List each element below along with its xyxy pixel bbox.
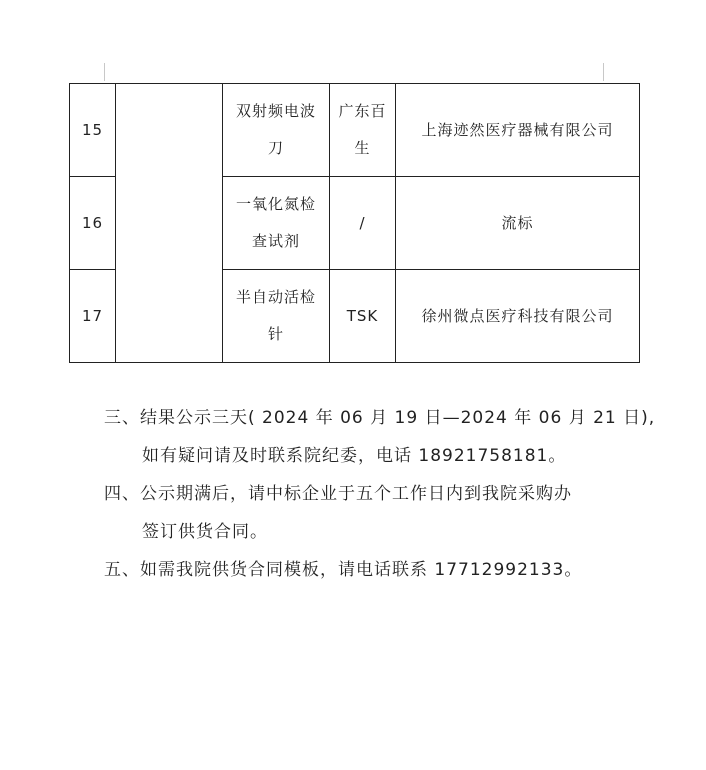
award-table bbox=[69, 83, 640, 363]
product-name-line: 一氧化氮检 bbox=[235, 195, 316, 213]
supplier-cell: 徐州微点医疗科技有限公司 bbox=[396, 270, 640, 363]
brand-line: 广东百 bbox=[338, 102, 387, 120]
product-name-cell bbox=[223, 270, 330, 363]
brand-line: 生 bbox=[354, 139, 371, 157]
product-name-line: 半自动活检 bbox=[235, 288, 316, 306]
page-corner-mark-left bbox=[104, 63, 105, 81]
notice-item-5-line-1: 五、如需我院供货合同模板，请电话联系 17712992133。 bbox=[104, 560, 583, 580]
product-name-line: 查试剂 bbox=[251, 232, 300, 250]
notice-item-4-line-2: 签订供货合同。 bbox=[142, 522, 268, 542]
product-name-cell bbox=[223, 84, 330, 177]
brand-cell: / bbox=[330, 177, 396, 270]
row-number: 16 bbox=[70, 177, 116, 270]
row-number: 17 bbox=[70, 270, 116, 363]
row-number: 15 bbox=[70, 84, 116, 177]
brand-cell bbox=[330, 84, 396, 177]
table-row bbox=[70, 84, 640, 177]
notice-item-4-line-1: 四、公示期满后，请中标企业于五个工作日内到我院采购办 bbox=[104, 484, 572, 504]
notice-item-3-line-2: 如有疑问请及时联系院纪委，电话 18921758181。 bbox=[142, 446, 567, 466]
merged-empty-cell bbox=[116, 84, 223, 363]
product-name-line: 针 bbox=[267, 325, 284, 343]
product-name-line: 刀 bbox=[267, 139, 284, 157]
product-name-line: 双射频电波 bbox=[235, 102, 316, 120]
notice-item-3-line-1: 三、结果公示三天( 2024 年 06 月 19 日—2024 年 06 月 21 日), bbox=[104, 408, 656, 428]
supplier-cell: 上海迹然医疗器械有限公司 bbox=[396, 84, 640, 177]
product-name-cell bbox=[223, 177, 330, 270]
supplier-cell: 流标 bbox=[396, 177, 640, 270]
brand-cell: TSK bbox=[330, 270, 396, 363]
page-corner-mark-right bbox=[603, 63, 604, 81]
